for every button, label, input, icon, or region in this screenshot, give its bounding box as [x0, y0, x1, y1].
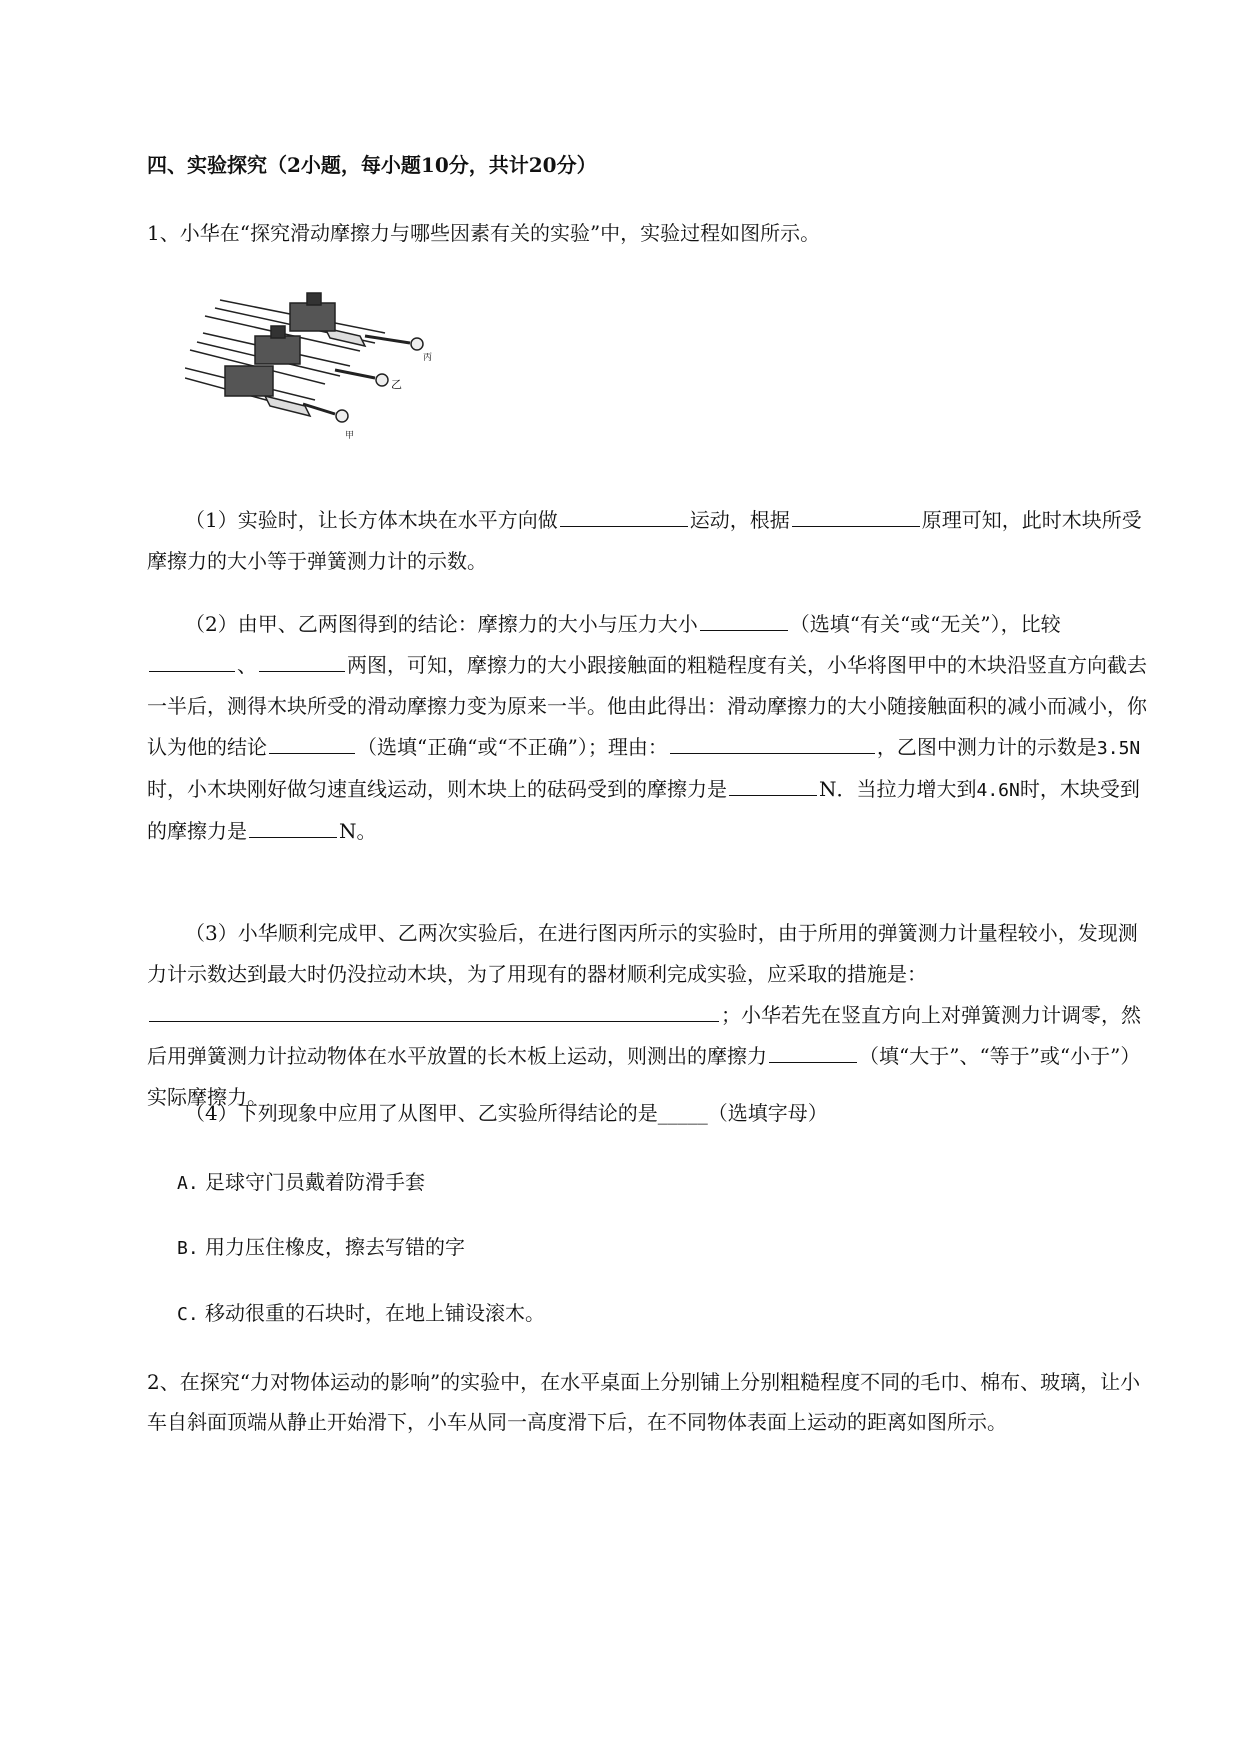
answer-blank[interactable] — [249, 813, 337, 838]
section-heading: 四、实验探究（2小题，每小题10分，共计20分） — [147, 153, 597, 177]
board-jia — [185, 366, 348, 422]
answer-blank[interactable] — [670, 729, 875, 754]
answer-blank[interactable] — [700, 606, 788, 631]
p2-text-h: N．当拉力增大到 — [819, 777, 977, 801]
option-letter: C. — [177, 1304, 199, 1325]
answer-blank[interactable]: _____ — [657, 1101, 708, 1125]
p2-num-2: 4.6N — [976, 780, 1020, 801]
option-text: 足球守门员戴着防滑手套 — [205, 1170, 426, 1194]
p2-num-1: 3.5N — [1096, 738, 1141, 759]
answer-blank[interactable] — [792, 502, 920, 527]
board-bing — [205, 293, 423, 351]
option-text: 移动很重的石块时，在地上铺设滚木。 — [205, 1301, 546, 1325]
answer-blank[interactable] — [769, 1038, 857, 1063]
p2-text-j: N。 — [339, 819, 377, 843]
p2-text-c: 、 — [237, 653, 257, 677]
p1-text-b: 运动，根据 — [689, 508, 790, 532]
answer-blank[interactable] — [269, 729, 355, 754]
option-letter: A. — [177, 1173, 199, 1194]
option-c[interactable] — [177, 1298, 1077, 1330]
answer-blank[interactable] — [729, 771, 817, 796]
p2-text-b: （选填“有关“或“无关”），比较 — [789, 612, 1061, 636]
p2-text-f: ，乙图中测力计的示数是 — [876, 735, 1097, 759]
answer-blank[interactable] — [149, 647, 235, 672]
question-1-part-2 — [147, 604, 1147, 852]
label-bing: 丙 — [423, 353, 433, 363]
p4-text-end: （选填字母） — [707, 1101, 828, 1125]
p2-text-i: 时，木块受到的摩擦力是 — [147, 777, 1140, 843]
p3-text-b: ；小华若先在竖直方向上对弹簧测力计调零，然后用弹簧测力计拉动物体在水平放置的长木板上运动，则测出的摩擦力 — [147, 1003, 1141, 1068]
option-letter: B. — [177, 1238, 199, 1259]
question-1-part-1 — [147, 500, 1147, 582]
label-jia: 甲 — [345, 431, 355, 441]
p2-text-a: （2）由甲、乙两图得到的结论：摩擦力的大小与压力大小 — [185, 612, 698, 636]
p3-text-a: （3）小华顺利完成甲、乙两次实验后，在进行图丙所示的实验时，由于所用的弹簧测力计量程较小，发现测力计示数达到最大时仍没拉动木块，为了用现有的器材顺利完成实验，应采取的措施是： — [147, 921, 1138, 986]
question-1-stem: 1、小华在“探究滑动摩擦力与哪些因素有关的实验”中，实验过程如图所示。 — [147, 221, 821, 245]
p2-text-g: 时，小木块刚好做匀速直线运动，则木块上的砝码受到的摩擦力是 — [147, 777, 727, 801]
p1-text-c: 原理可知，此时木块所受摩擦力的大小等于弹簧测力计的示数。 — [147, 508, 1142, 573]
option-text: 用力压住橡皮，擦去写错的字 — [205, 1235, 466, 1259]
question-1-part-4 — [185, 1098, 1085, 1128]
p1-text-a: （1）实验时，让长方体木块在水平方向做 — [185, 508, 558, 532]
label-yi: 乙 — [391, 378, 402, 391]
question-1-part-3 — [147, 913, 1147, 1118]
p4-text: （4）下列现象中应用了从图甲、乙实验所得结论的是 — [185, 1101, 658, 1125]
friction-experiment-figure — [185, 288, 485, 458]
p2-text-d: 两图，可知，摩擦力的大小跟接触面的粗糙程度有关，小华将图甲中的木块沿竖直方向截去一半后，测得木块所受的滑动摩擦力变为原来一半。他由此得出：滑动摩擦力的大小随接触面积的减小而减小，你认为他的结论 — [147, 653, 1147, 759]
answer-blank[interactable] — [149, 997, 719, 1022]
p2-text-e: （选填“正确“或“不正确”）；理由： — [357, 735, 668, 759]
p3-text-c: （填“大于”、“等于”或“小于”）实际摩擦力。 — [147, 1044, 1141, 1109]
option-b[interactable] — [177, 1232, 1077, 1264]
question-2-stem: 2、在探究“力对物体运动的影响”的实验中，在水平桌面上分别铺上分别粗糙程度不同的毛巾、棉布、玻璃，让小车自斜面顶端从静止开始滑下，小车从同一高度滑下后，在不同物体表面上运动的距离如图所示。 — [147, 1370, 1141, 1434]
answer-blank[interactable] — [560, 502, 688, 527]
option-a[interactable] — [177, 1167, 1077, 1199]
answer-blank[interactable] — [259, 647, 345, 672]
